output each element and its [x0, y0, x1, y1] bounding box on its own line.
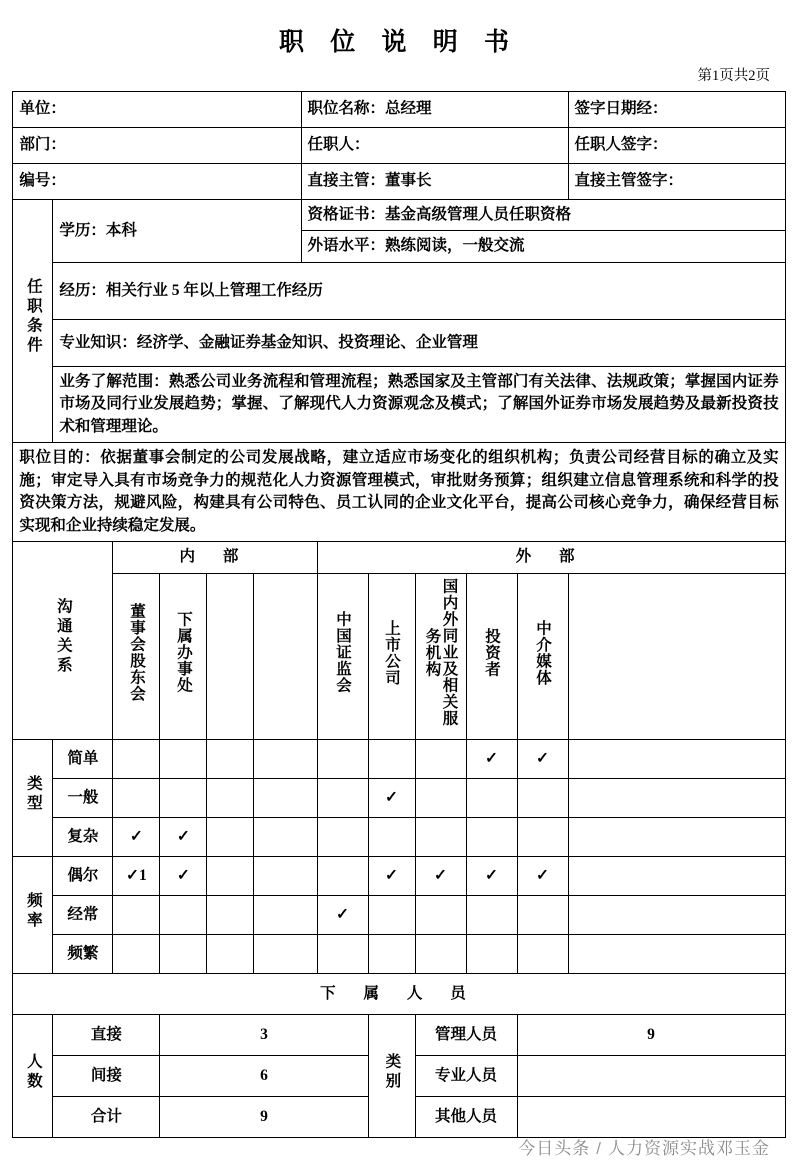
- cell-mark: [568, 935, 785, 974]
- cell-mark: ✓: [466, 740, 517, 779]
- table-row: [13, 974, 785, 1015]
- indirect-count-value: 6: [160, 1056, 368, 1097]
- frequency-label: 频率: [13, 857, 53, 974]
- table-row: [13, 1015, 785, 1056]
- cell-mark: [466, 779, 517, 818]
- cell-mark: [254, 857, 317, 896]
- watermark: [518, 1134, 770, 1159]
- cell-mark: [113, 896, 160, 935]
- total-count-label: 合计: [53, 1097, 160, 1138]
- cell-mark: ✓1: [113, 857, 160, 896]
- cell-mark: [207, 896, 254, 935]
- education-field: 学历：本科: [53, 200, 301, 263]
- type-row-label-general: 一般: [53, 779, 113, 818]
- table-row: [13, 366, 785, 442]
- cell-mark: [254, 818, 317, 857]
- table-row: [13, 164, 785, 200]
- freq-row-label-frequent: 频繁: [53, 935, 113, 974]
- other-staff-value: [517, 1097, 785, 1138]
- table-row: [13, 128, 785, 164]
- cell-mark: [317, 740, 368, 779]
- cell-mark: [415, 740, 466, 779]
- cell-mark: [160, 896, 207, 935]
- page-indicator: 第1页共2页: [697, 68, 770, 84]
- cell-mark: [568, 740, 785, 779]
- cell-mark: [254, 740, 317, 779]
- cell-mark: [466, 896, 517, 935]
- business-scope-field: 业务了解范围：熟悉公司业务流程和管理流程；熟悉国家及主管部门有关法律、法规政策；掌握国内证券市场及同行业发展趋势；掌握、了解现代人力资源观念及模式；了解国外证券市场发展趋势及最新投资技术和管理理论。: [53, 366, 785, 442]
- cell-mark: [368, 818, 415, 857]
- internal-col-1: 董事会股东会: [113, 573, 160, 739]
- cell-mark: [568, 896, 785, 935]
- cell-mark: [415, 779, 466, 818]
- total-count-value: 9: [160, 1097, 368, 1138]
- cell-mark: [368, 740, 415, 779]
- cell-mark: [568, 857, 785, 896]
- cell-mark: [368, 935, 415, 974]
- cell-mark: [568, 818, 785, 857]
- subordinates-header: 下 属 人 员: [13, 974, 785, 1015]
- cell-mark: [415, 935, 466, 974]
- cell-mark: [160, 935, 207, 974]
- direct-count-label: 直接: [53, 1015, 160, 1056]
- position-name-field: 职位名称：总经理: [301, 92, 568, 128]
- cell-mark: [160, 740, 207, 779]
- external-col-6: [568, 573, 785, 739]
- experience-field: 经历：相关行业 5 年以上管理工作经历: [53, 262, 785, 319]
- cell-mark: [517, 779, 568, 818]
- cell-mark: [415, 818, 466, 857]
- watermark-separator: /: [596, 1139, 602, 1158]
- document-page: [0, 22, 798, 1167]
- cell-mark: [113, 779, 160, 818]
- type-row-label-complex: 复杂: [53, 818, 113, 857]
- freq-row-label-often: 经常: [53, 896, 113, 935]
- cell-mark: [368, 896, 415, 935]
- direct-count-value: 3: [160, 1015, 368, 1056]
- incumbent-signature-field: 任职人签字：: [568, 128, 785, 164]
- headcount-label: 人数: [13, 1015, 53, 1138]
- job-description-table: [12, 91, 785, 1138]
- management-staff-value: 9: [517, 1015, 785, 1056]
- table-row: [13, 935, 785, 974]
- certificate-field: 资格证书：基金高级管理人员任职资格: [301, 200, 785, 231]
- cell-mark: ✓: [160, 857, 207, 896]
- cell-mark: [207, 779, 254, 818]
- cell-mark: [517, 818, 568, 857]
- incumbent-field: 任职人：: [301, 128, 568, 164]
- watermark-right: 人力资源实战邓玉金: [608, 1139, 770, 1158]
- cell-mark: [207, 740, 254, 779]
- cell-mark: ✓: [368, 779, 415, 818]
- knowledge-field: 专业知识：经济学、金融证券基金知识、投资理论、企业管理: [53, 319, 785, 366]
- professional-staff-label: 专业人员: [415, 1056, 517, 1097]
- table-row: [13, 200, 785, 231]
- supervisor-signature-field: 直接主管签字：: [568, 164, 785, 200]
- internal-header: 内 部: [113, 542, 317, 573]
- cell-mark: [207, 857, 254, 896]
- cell-mark: [160, 779, 207, 818]
- internal-col-2: 下属办事处: [160, 573, 207, 739]
- cell-mark: [254, 896, 317, 935]
- cell-mark: ✓: [368, 857, 415, 896]
- table-row: [13, 740, 785, 779]
- qualifications-label: 任职条件: [13, 200, 53, 443]
- other-staff-label: 其他人员: [415, 1097, 517, 1138]
- cell-mark: ✓: [415, 857, 466, 896]
- type-row-label-simple: 简单: [53, 740, 113, 779]
- cell-mark: [254, 779, 317, 818]
- freq-row-label-occasional: 偶尔: [53, 857, 113, 896]
- cell-mark: [207, 935, 254, 974]
- language-field: 外语水平：熟练阅读，一般交流: [301, 231, 785, 262]
- table-row: [13, 857, 785, 896]
- direct-supervisor-field: 直接主管：董事长: [301, 164, 568, 200]
- cell-mark: [568, 779, 785, 818]
- watermark-left: 今日头条: [518, 1139, 591, 1158]
- cell-mark: ✓: [466, 857, 517, 896]
- table-row: [13, 443, 785, 542]
- cell-mark: [113, 740, 160, 779]
- table-row: [13, 319, 785, 366]
- table-row: [13, 779, 785, 818]
- external-col-4: 投资者: [466, 573, 517, 739]
- table-row: [13, 573, 785, 739]
- cell-mark: [517, 935, 568, 974]
- indirect-count-label: 间接: [53, 1056, 160, 1097]
- category-label: 类别: [368, 1015, 415, 1138]
- cell-mark: ✓: [317, 896, 368, 935]
- cell-mark: [466, 935, 517, 974]
- cell-mark: ✓: [113, 818, 160, 857]
- type-label: 类型: [13, 740, 53, 857]
- cell-mark: [254, 935, 317, 974]
- cell-mark: [113, 935, 160, 974]
- job-purpose-field: 职位目的：依据董事会制定的公司发展战略，建立适应市场变化的组织机构；负责公司经营目标的确立及实施；审定导入具有市场竞争力的规范化人力资源管理模式，审批财务预算；组织建立信息管理系统和科学的投资决策方法，规避风险，构建具有公司特色、员工认同的企业文化平台，提高公司核心竞争力，确保经营目标实现和企业持续稳定发展。: [13, 443, 785, 542]
- internal-col-4: [254, 573, 317, 739]
- sign-date-field: 签字日期经：: [568, 92, 785, 128]
- cell-mark: [317, 935, 368, 974]
- cell-mark: [317, 857, 368, 896]
- cell-mark: [415, 896, 466, 935]
- department-field: 部门：: [13, 128, 301, 164]
- cell-mark: [317, 779, 368, 818]
- table-row: [13, 542, 785, 573]
- external-col-5: 中介媒体: [517, 573, 568, 739]
- cell-mark: [207, 818, 254, 857]
- external-col-2: 上市公司: [368, 573, 415, 739]
- cell-mark: [317, 818, 368, 857]
- external-col-3: 国内外同业及相关服务机构: [415, 573, 466, 739]
- cell-mark: ✓: [160, 818, 207, 857]
- table-row: [13, 896, 785, 935]
- table-row: [13, 818, 785, 857]
- table-row: [13, 92, 785, 128]
- external-header: 外 部: [317, 542, 785, 573]
- professional-staff-value: [517, 1056, 785, 1097]
- cell-mark: [517, 896, 568, 935]
- page-title: 职 位 说 明 书: [278, 29, 519, 56]
- external-col-1: 中国证监会: [317, 573, 368, 739]
- cell-mark: ✓: [517, 857, 568, 896]
- cell-mark: [466, 818, 517, 857]
- cell-mark: ✓: [517, 740, 568, 779]
- number-field: 编号：: [13, 164, 301, 200]
- communication-label: 沟通关系: [13, 542, 113, 740]
- management-staff-label: 管理人员: [415, 1015, 517, 1056]
- table-row: [13, 262, 785, 319]
- internal-col-3: [207, 573, 254, 739]
- unit-field: 单位：: [13, 92, 301, 128]
